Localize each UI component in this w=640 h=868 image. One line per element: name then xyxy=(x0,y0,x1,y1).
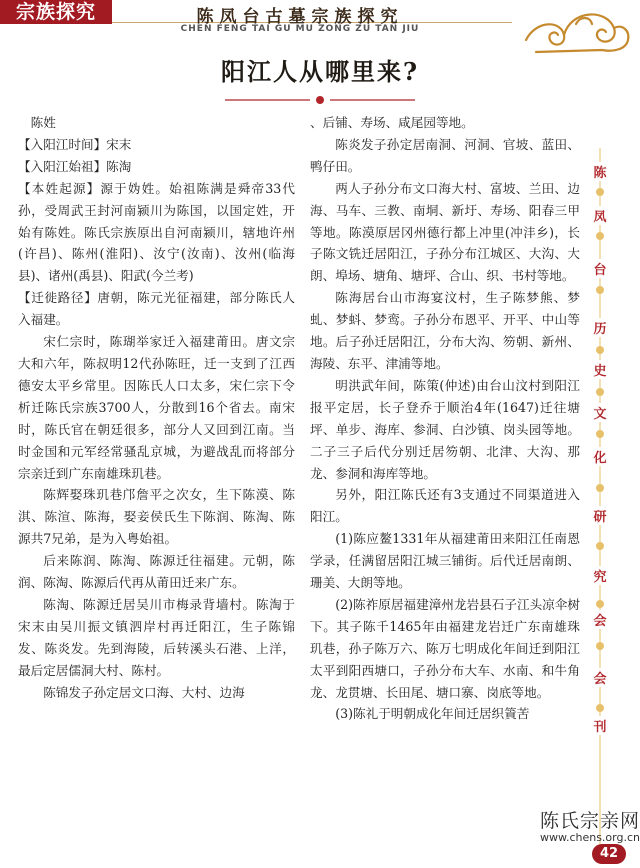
article-column-right xyxy=(310,112,580,725)
side-char: 台 xyxy=(585,259,615,278)
paragraph: 、后铺、寿场、咸尾园等地。 xyxy=(310,115,474,130)
side-char: 研 xyxy=(585,506,615,525)
article-title: 阳江人从哪里来? xyxy=(220,57,420,86)
paragraph: 陈淘、陈源迁居吴川市梅录背墙村。陈淘于宋末由吴川振文镇泗岸村再迁阳江，生子陈锦发、陈炎发。先到海陵，后转溪头石港、上洋，最后定居儒洞大村、陈村。 xyxy=(18,596,295,678)
side-char: 会 xyxy=(585,610,615,629)
side-dot xyxy=(596,430,604,438)
paragraph: 明洪武年间，陈策(仲述)由台山汶村到阳江报平定居，长子登乔于顺治4年(1647)迁往塘坪、单步、海库、参洞、白沙镇、岗头园等地。二子三子后代分别迁居笏朝、北津、大沟、那龙、参洞和海库等地。 xyxy=(310,377,580,481)
paragraph: 陈炎发子孙定居南洞、河洞、官坡、蓝田、鸭仔田。 xyxy=(310,136,580,174)
magazine-title: 陈凤台古墓宗族探究 xyxy=(196,7,404,27)
side-char: 化 xyxy=(585,447,615,466)
side-dot xyxy=(596,388,604,396)
paragraph: 陈锦发子孙定居文口海、大村、边海 xyxy=(43,684,245,700)
side-char: 究 xyxy=(585,566,615,585)
side-char: 陈 xyxy=(585,162,615,181)
side-dot xyxy=(596,188,604,196)
section-tag: 宗族探究 xyxy=(0,0,112,24)
paragraph: 另外，阳江陈氏还有3支通过不同渠道进入阳江。 xyxy=(310,487,580,525)
side-char: 凤 xyxy=(585,206,615,225)
paragraph: 宋仁宗时，陈瑚举家迁入福建莆田。唐文宗大和六年，陈叔明12代孙陈旺，迁一支到了江西德安太平乡常里。因陈氏人口太多，宋仁宗下令析迁陈氏宗族3700人，分散到16个省去。南宋时，陈氏官在朝廷很多，部分人又回到江南。当时金国和元军经常骚乱京城，为避战乱而将部分宗亲迁到广东南雄珠玑巷。 xyxy=(18,334,295,481)
paragraph: (1)陈应鳌1331年从福建莆田来阳江任南恩学录，任满留居阳江城三铺街。后代迁居南朗、珊美、大朗等地。 xyxy=(310,531,580,591)
side-dot xyxy=(596,346,604,354)
watermark-url: www.chens.org.cn xyxy=(539,831,640,844)
paragraph: 两人子孙分布文口海大村、富坡、兰田、边海、马车、三教、南垌、新圩、寿场、阳春三甲等地。陈漠原居冈州德行都上冲里(冲沣乡)，长子陈文铣迁居阳江，子孙分布江城区、大沟、大朗、埠场、塘角、塘坪、合山、织、书村等地。 xyxy=(310,180,580,284)
paragraph: 【迁徙路径】唐朝，陈元光征福建，部分陈氏人入福建。 xyxy=(18,290,295,328)
side-dot xyxy=(596,642,604,650)
paragraph: 后来陈润、陈淘、陈源迁往福建。元朝，陈润、陈淘、陈源后代再从莆田迁来广东。 xyxy=(18,553,295,591)
auspicious-cloud-icon xyxy=(516,0,636,60)
paragraph: 【本姓起源】源于妫姓。始祖陈满是舜帝33代孙，受周武王封河南颍川为陈国，以国定姓，开始有陈姓。陈氏宗族原出自河南颍川，辖地许州(许昌)、陈州(淮阳)、汝宁(汝南)、汝州(临海县)、诸州(禹县)、阳武(今兰考) xyxy=(18,180,295,284)
side-dot xyxy=(596,704,604,712)
page-number: 42 xyxy=(592,844,626,864)
surname-heading: 陈姓 xyxy=(30,115,56,130)
side-dot xyxy=(596,232,604,240)
side-dot xyxy=(596,600,604,608)
side-char: 会 xyxy=(585,668,615,687)
article-column-left xyxy=(18,112,295,703)
paragraph: 陈辉娶珠玑巷邝詹平之次女，生下陈漠、陈淇、陈渲、陈海，娶妾侯氏生下陈润、陈淘、陈源共7兄弟，是为入粤始祖。 xyxy=(18,487,295,547)
paragraph: (2)陈祚原居福建漳州龙岩县石子江头凉伞树下。其子陈千1465年由福建龙岩迁广东南雄珠玑巷，孙子陈万六、陈万七明成化年间迁到阳江太平到阳西塘口，子孙分布大车、水南、和牛角龙、龙贯塘、长田尾、塘口寨、岗底等地。 xyxy=(310,596,580,700)
paragraph: (3)陈礼于明朝成化年间迁居织篢苦 xyxy=(335,706,530,722)
title-ornament-rule xyxy=(225,95,415,105)
side-dot xyxy=(596,542,604,550)
paragraph: 陈海居台山市海宴汶村，生子陈梦熊、梦虬、梦蚪、梦鸾。子孙分布恩平、开平、中山等地。后子孙迁居阳江，分布大沟、笏朝、新州、海陵、东平、津浦等地。 xyxy=(310,290,580,371)
journal-side-bar xyxy=(585,148,615,848)
side-char: 刊 xyxy=(585,716,615,735)
watermark-site-name: 陈氏宗亲网 xyxy=(539,810,640,832)
side-char: 历 xyxy=(585,318,615,337)
paragraph: 【入阳江始祖】陈淘 xyxy=(18,158,132,174)
magazine-title-pinyin: CHEN FENG TAI GU MU ZONG ZU TAN JIU xyxy=(180,24,420,34)
side-dot xyxy=(596,286,604,294)
side-dot xyxy=(596,484,604,492)
side-bar-line xyxy=(585,148,615,848)
side-char: 史 xyxy=(585,360,615,379)
side-char: 文 xyxy=(585,403,615,422)
paragraph: 【入阳江时间】宋末 xyxy=(18,136,132,152)
site-watermark xyxy=(500,806,640,846)
